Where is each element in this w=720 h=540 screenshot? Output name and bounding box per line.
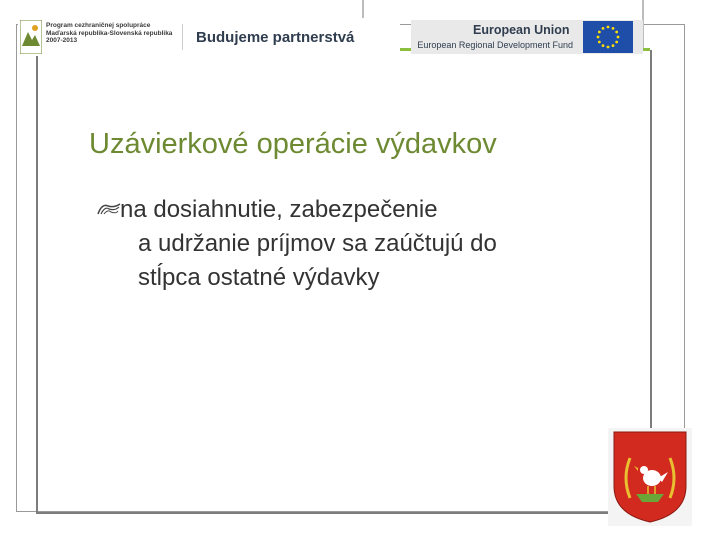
frame-bottom-line bbox=[36, 512, 656, 514]
program-logo-text bbox=[46, 22, 172, 45]
bullet-icon bbox=[96, 202, 122, 216]
eu-star-icon bbox=[615, 41, 618, 44]
eu-star-icon bbox=[598, 41, 601, 44]
logo-divider bbox=[182, 24, 183, 50]
eu-star-icon bbox=[597, 36, 600, 39]
frame-left-line bbox=[36, 52, 38, 514]
eu-star-icon bbox=[615, 31, 618, 34]
bullet-item bbox=[100, 193, 620, 295]
eu-star-icon bbox=[602, 27, 605, 30]
program-logo-icon bbox=[20, 20, 42, 54]
program-logo bbox=[18, 18, 400, 56]
program-tagline: Budujeme partnerstvá bbox=[196, 29, 355, 46]
eu-star-icon bbox=[612, 27, 615, 30]
eu-star-icon bbox=[598, 31, 601, 34]
eu-star-icon bbox=[612, 44, 615, 47]
eu-subtitle: European Regional Development Fund bbox=[417, 40, 573, 50]
slide-title: Uzávierkové operácie výdavkov bbox=[89, 128, 497, 160]
eu-star-icon bbox=[617, 36, 620, 39]
eu-logo bbox=[411, 20, 643, 54]
eu-star-icon bbox=[607, 46, 610, 49]
eu-star-icon bbox=[602, 44, 605, 47]
program-logo-line3: 2007-2013 bbox=[46, 37, 78, 44]
bullet-line-2: a udržanie príjmov sa zaúčtujú do bbox=[138, 230, 497, 257]
coat-of-arms-icon bbox=[608, 428, 692, 526]
program-logo-line1: Program cezhraničnej spolupráce bbox=[46, 22, 151, 29]
bullet-line-1: na dosiahnutie, zabezpečenie bbox=[120, 196, 438, 223]
eu-star-icon bbox=[607, 26, 610, 29]
eu-title: European Union bbox=[473, 23, 570, 37]
program-logo-line2: Maďarská republika-Slovenská republika bbox=[46, 29, 173, 37]
bullet-text bbox=[100, 193, 620, 295]
eu-flag-icon bbox=[583, 21, 633, 53]
bullet-line-3: stĺpca ostatné výdavky bbox=[138, 264, 380, 291]
